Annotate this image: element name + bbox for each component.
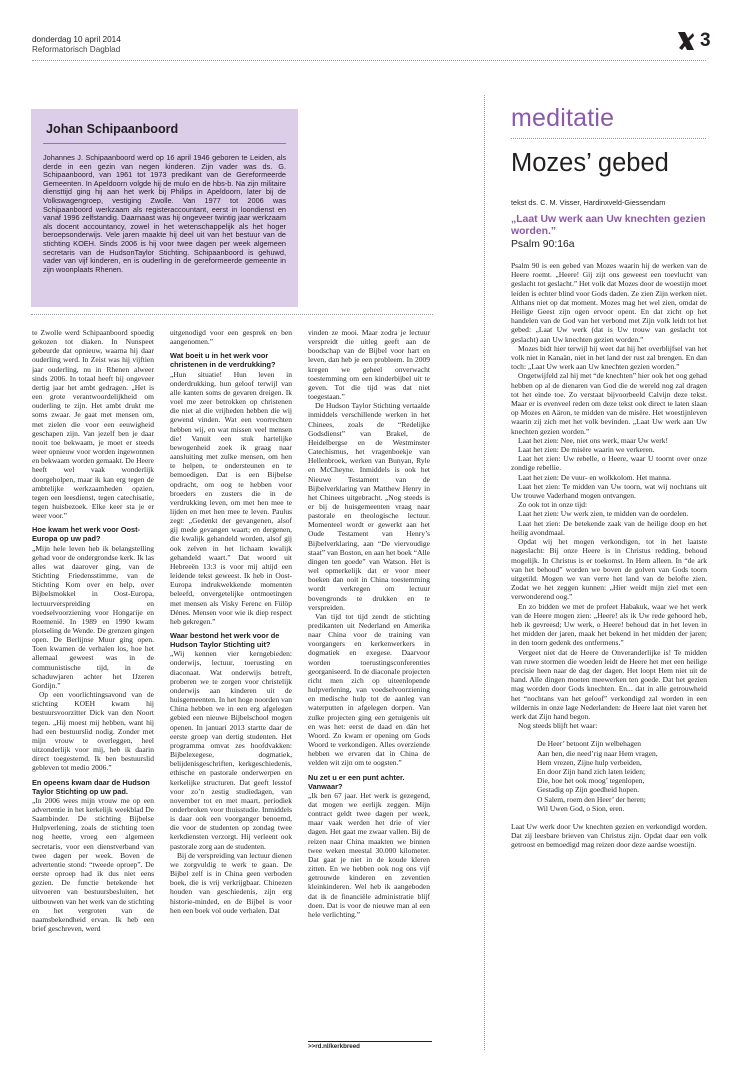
paragraph: Laat Uw werk door Uw knechten gezien en verkondigd worden. Dat zij leesbare brieven van Christus zijn. Opdat daar een volk getroost en bemoedigd mag reizen door deze aardse woestijn.	[511, 821, 707, 850]
meditation-author: tekst ds. C. M. Visser, Hardinxveld-Giessendam	[511, 198, 666, 207]
paragraph: Laat het zien: Uw werk zien, te midden van de oordelen.	[518, 509, 689, 519]
poem-line: Die, hoe het ook moog’ tegenlopen,	[537, 776, 645, 786]
paragraph: Laat het zien: De vuur- en wolkkolom. Het manna.	[518, 472, 672, 482]
article-column-2	[170, 328, 292, 1050]
paragraph: Van tijd tot tijd zendt de stichting predikanten uit Nederland en Amerika naar China voor de training van voorgangers en kerkenwerkers in dogmatiek en exegese. Daarvoor worden toerustingsconferenties georganiseerd. In de diaconale projecten richt men zich op uiteenlopende hulpverlening, van voedselvoorziening en medische hulp tot de aanleg van waterputten in afgelegen dorpen. Van zulke projecten ging een getuigenis uit en was het: eerst de daad en dán het Woord. Zo kwam er opening om Gods Woord te verkondigen. Alles overziende hebben we ervaren dat in China de velden wit zijn om te oogsten.”	[308, 611, 430, 768]
question-heading: Nu zet u er een punt achter. Vanwaar?	[308, 772, 405, 791]
paragraph: „Mijn hele leven heb ik belangstelling gehad voor de ondergrondse kerk. Ik las alles wat daarover ging, van de Stichting Friedensstimme, van de Stichting Kom over en help, over Bijbelsmokkel in Oost-Europa, lectuurverspreiding en voedselvoorziening voor Hongarije en Roemenië. In 1989 en 1990 kwam plotseling de Wende. De grenzen gingen open. De Berlijnse Muur ging open. Toen kwamen de verhalen los, hoe het allemaal geweest was in de communistische tijd, in de schaduwjaren achter het IJzeren Gordijn.”	[32, 543, 154, 690]
poem-line: Aan hen, die need’rig naar Hem vragen,	[537, 748, 658, 758]
article-divider	[31, 314, 433, 315]
paragraph: Laat het zien: De betekende zaak van de heilige doop en het heilig avondmaal.	[511, 518, 707, 537]
bible-reference: Psalm 90:16a	[511, 239, 575, 250]
question-heading: Wat boeit u in het werk voor christenen in de verdrukking?	[170, 351, 276, 370]
paragraph: Psalm 90 is een gebed van Mozes waarin hij de werken van de Heere roemt. „Heere! Gij zijt ons geweest een toevlucht van geslacht tot geslacht.” Het volk dat Mozes door de woestijn moet leiden is echter blind voor Gods daden. Ze zien Zijn werken niet. Althans niet op dat moment. Mozes mag het wel zien, omdat de Heilige Geest zijn ogen ervoor opent. En dat zicht op het handelen van de God van het verbond met Zijn volk leidt tot het gebed: „Laat Uw werk (dat is Uw trouw van geslacht tot geslacht) aan Uw knechten gezien worden.”	[511, 261, 707, 344]
paragraph: „Hun situatie! Hun leven in onderdrukking, hun geloof terwijl van alle kanten soms de gevaren dreigen. Ik voel me zeer betrokken op christenen die niet al die vrijheden hebben die wij gewend vinden. Wat een voorrechten hebben wij, en wat missen veel mensen die! Vanuit een stuk hartelijke bewogenheid zoek ik graag naar aansluiting met zulke mensen, om hen te helpen, te ondersteunen en te bemoedigen. Dat is een Bijbelse opdracht, om oog te hebben voor broeders en zusters die in de verdrukking leven, om met hen mee te lijden en met hen mee te leven. Paulus zegt: „Gedenkt der gevangenen, alsof gij mede gevangen waart; en dergenen, die kwalijk gehandeld worden, alsof gij ook zelven in het lichaam kwalijk gehandeld waart.” Dat woord uit Hebreeën 13:3 is voor mij altijd een leidende tekst geweest. Ik heb in Oost-Europa indrukwekkende momenten beleefd, onvergetelijke ontmoetingen met mensen als Visky Ferenc en Fülöp Dénes. Mensen voor wie ik diep respect heb gekregen.”	[170, 369, 292, 626]
poem-line: Hem vrezen, Zijne hulp verbeiden,	[537, 757, 642, 767]
poem-line: De Heer’ betoont Zijn welbehagen	[537, 739, 642, 749]
paragraph: Bij de verspreiding van lectuur dienen we zorgvuldig te werk te gaan. De Bijbel zelf is in China geen verboden boek, die is vrij verkrijgbaar. Chinezen houden van geschiedenis, zijn erg historie-minded, en de Bijbel is voor hen een boek vol oude verhalen. Dat	[170, 850, 292, 915]
spacer	[511, 813, 707, 822]
paragraph: Ongetwijfeld zal hij met “de knechten” hier ook het oog gehad hebben op al de dienaren van God die de wereld nog zal dragen tot het einde toe. Zo verstaat bijvoorbeeld Calvijn deze tekst. Maar er is evenveel reden om deze tekst ook direct te laten slaan op Mozes en Aäron, te midden van de misère. Het woestijnleven waarin zij zich met het volk bevinden. „Laat Uw werk aan Uw knechten gezien worden.”	[511, 371, 707, 436]
paragraph: Laat het zien: Nee, niet ons werk, maar Uw werk!	[518, 435, 669, 445]
paragraph: „Ik ben 67 jaar. Het werk is gezegend, dat mogen we eerlijk zeggen. Mijn contract geldt twee dagen per week, maar vaak werden het drie of vier dagen. Het gaat me zwaar vallen. Bij de reizen naar China maakten we binnen twee weken meestal 30.000 kilometer. Dat gaat je niet in de koude kleren zitten. En we hebben ook nog ons vijf getrouwde kinderen en zeventien kleinkinderen. Wel heb ik aangeboden dat ik de financiële administratie blijf doen. Dat is voor de nieuwe man al een hele verlichting.”	[308, 790, 430, 919]
paragraph: En zo bidden we met de profeet Habakuk, waar we het werk van de Heere mogen zien: „Heere! als ik Uw rede gehoord heb, heb ik gevreesd; Uw werk, o Heere! behoud dat in het leven in het midden der jaren, maak het bekend in het midden der jaren; in den toorn gedenk des ontfermens.”	[511, 601, 707, 648]
page-number: 3	[700, 30, 711, 51]
column-separator	[484, 95, 485, 1050]
meditation-quote: „Laat Uw werk aan Uw knechten gezien worden.”	[511, 214, 706, 238]
paragraph: vinden ze mooi. Maar zodra je lectuur verspreidt die uitleg geeft aan de boodschap van de Bijbel voor hart en leven, dan heb je een probleem. In 2009 kregen we geheel onverwacht toestemming om een kinderbijbel uit te geven. Tot die tijd was dat niet toegestaan.”	[308, 328, 430, 402]
section-divider	[511, 138, 706, 139]
paragraph: Mozes bidt hier terwijl hij weet dat hij het overblijfsel van het volk niet in Kanaän, niet in het land der rust zal brengen. En dan toch: „Laat Uw werk aan Uw knechten gezien worden.”	[511, 343, 707, 372]
edition-date: donderdag 10 april 2014	[32, 35, 121, 44]
paragraph: Nog steeds blijft het waar:	[518, 721, 598, 731]
article-column-3	[308, 328, 430, 1028]
meditation-body	[511, 261, 707, 1041]
paragraph: „Wij kennen vier kerngebieden: onderwijs, lectuur, toerusting en diaconaat. Wat onderwijs betreft, proberen we te zorgen voor christelijk onderwijs aan kinderen uit de huisgemeenten. In het hoge noorden van China hebben we in een erg afgelegen gebied een nieuwe Bijbelschool mogen openen. In januari 2013 startte daar de eerste groep van dertig studenten. Het programma omvat zes hoofdvakken: Bijbelexegese, dogmatiek, belijdenisgeschriften, kerkgeschiedenis, ethische en pastorale onderwerpen en kerkelijke structuren. Dat geeft lesstof voor zo’n zestig studiedagen, van november tot en met maart, periodiek onderbroken voor thuisstudie. Inmiddels is daar ook een voorganger benoemd, die voor de studenten op zondag twee kerkdiensten verzorgt. Hij verleent ook pastorale zorg aan de studenten.	[170, 649, 292, 851]
newspaper-name: Reformatorisch Dagblad	[32, 45, 121, 54]
header-divider	[32, 60, 706, 61]
bio-divider	[43, 143, 286, 144]
section-label: meditatie	[511, 104, 615, 132]
paragraph: Vergeet niet dat de Heere de Onveranderlijke is! Te midden van ruwe stormen die woeden leidt de Heere het met een heilige precisie heen naar de dag der dagen. Het loopt Hem niet uit de hand. Alle dingen moeten meewerken ten goede. Dat het gezien mag worden door Gods knechten. En... dat in alle getrouwheid het “nochtans van het geloof” verkondigd zal worden in een wildernis in onze lage Nederlanden: de Heere laat niet varen het werk dat Zijn hand begon.	[511, 647, 707, 721]
question-heading: Hoe kwam het werk voor Oost-Europa op uw pad?	[32, 525, 141, 544]
paragraph: Op een voorlichtingsavond van de stichting KOEH kwam hij bestuursvoorzitter Dick van den Noort tegen. „Hij moest mij hebben, want hij had een bestuurslid nodig. Zonder met mijn vrouw te overleggen, heel uitzonderlijk voor mij, heb ik daarin direct toegestemd. Ik ben bestuurslid gebleven tot medio 2006.”	[32, 690, 154, 773]
bio-text: Johannes J. Schipaanboord werd op 16 april 1946 geboren te Leiden, als derde in een gezin van negen kinderen. Zijn vader was ds. G. Schipaanboord, van 1961 tot 1973 predikant van de Gereformeerde Gemeenten. In Apeldoorn volgde hij de mulo en de hbs-b. Na zijn militaire diensttijd ging hij aan het werk bij Philips in Apeldoorn, later bij de Volkswagengroep, vestiging Zwolle. Van 1977 tot 2006 was Schipaanboord werkzaam als registeraccountant, eerst in loondienst en vanaf 1996 zelfstandig. Daarnaast was hij ongeveer twintig jaar werkzaam als docent accountancy, zowel in het wetenschappelijk als het hoger beroepsonderwijs. Vele jaren maakte hij deel uit van het bestuur van de stichting KOEH. Sinds 2006 is hij voor twee dagen per week algemeen secretaris van de HudsonTaylor Stichting. Schipaanboord is gehuwd, vader van vijf kinderen, en is ouderling in de gereformeerde gemeente in zijn woonplaats Rhenen.	[43, 153, 286, 274]
rd-logo-icon	[676, 30, 696, 52]
paragraph: Laat het zien: Te midden van Uw toorn, wat wij nochtans uit Uw trouwe Vaderhand mogen ontvangen.	[511, 481, 707, 501]
paragraph: Zo ook tot in onze tijd:	[518, 500, 588, 510]
paragraph: „In 2006 wees mijn vrouw me op een advertentie in het kerkelijk weekblad De Saambinder. De stichting Bijbelse Hulpverlening, zoals de stichting toen nog heette, vroeg een algemeen secretaris, voor een dienstverband van twee dagen per week. Boven de advertentie stond: “tweede oproep”. De eerste oproep had ik dus niet eens gezien. De functie betekende het uitvoeren van bestuursbesluiten, het uitbouwen van het werk van de stichting en het vergroten van de naamsbekendheid ervan. Ik heb een brief geschreven, werd	[32, 795, 154, 933]
source-link[interactable]: >>rd.nl/kerkbreed	[308, 1041, 432, 1050]
bio-box	[31, 109, 298, 307]
question-heading: Waar bestond het werk voor de Hudson Taylor Stichting uit?	[170, 631, 280, 650]
paragraph: Laat het zien: De misère waarin we verkeren.	[518, 445, 655, 455]
bio-title: Johan Schipaanboord	[46, 122, 179, 136]
paragraph: uitgenodigd voor een gesprek en ben aangenomen.”	[170, 328, 292, 347]
poem-line: En door Zijn hand zich laten leiden;	[537, 766, 646, 776]
article-column-1	[32, 328, 154, 1050]
paragraph: Laat het zien: Uw rebelle, o Heere, waar U toornt over onze zondige rebellie.	[511, 454, 707, 473]
spacer	[511, 730, 707, 739]
paragraph: Opdat wij het mogen verkondigen, tot in het laatste nageslacht: Bij onze Heere is in Christus redding, behoud mogelijk. In Christus is er toekomst. In Hem alleen. In “de ark van het behoud” worden we boven de golven van Gods toorn uitgetild. Mogen we van verre het land van de belofte zien. Zodat we het zeggen kunnen: „Hier weidt mijn ziel met een verwonderend oog.”	[511, 537, 707, 602]
poem-line: Wil Uwen God, o Sion, eren.	[537, 803, 625, 813]
poem-line: Gestadig op Zijn goedheid hopen.	[537, 785, 640, 795]
paragraph: te Zwolle werd Schipaanboord spoedig gekozen tot diaken. In Nunspeet gebeurde dat opnieuw, waarna hij daar ouderling werd. In Zeist was hij vijftien jaar ouderling, nu in Rhenen alweer sinds 2006. In totaal heeft hij ongeveer dertig jaar het ambt gedragen. „Het is een grote verantwoordelijkheid om ouderling te zijn. Het ambt drukt me soms zwaar. Je gaat met mensen om, met zielen die voor een eeuwigheid geschapen zijn. Van jezelf ben je daar nooit toe bekwaam, je moet er steeds weer opnieuw voor worden ingewonnen en bekwaam worden gemaakt. De Heere heeft wel vaak wonderlijk doorgeholpen, maar ik kan erg tegen de ambtelijke werkzaamheden opzien, tegen een leesdienst, tegen catechisatie, tegen huisbezoek. Elke keer sta je er weer voor.”	[32, 328, 154, 521]
paragraph: De Hudson Taylor Stichting vertaalde inmiddels verschillende werken in het Chinees, zoals de “Redelijke Godsdienst” van Brakel, de Heidelbergse en de Westminster Catechismus, het vragenboekje van Hellenbroek, werken van Bunyan, Ryle en McCheyne. Inmiddels is ook het Nieuwe Testament van de Bijbelverklaring van Matthew Henry in het Chinees uitgebracht. „Nog steeds is er bij de huisgemeenten vraag naar pastorale en theologische lectuur. Momenteel wordt er gewerkt aan het Oude Testament van Henry’s Bijbelverklaring, aan “De viervoudige staat” van Boston, en aan het boek “Alle dingen ten goede” van Watson. Het is wel opmerkelijk dat er voor meer boeken dan ooit in China toestemming wordt verkregen om lectuur bovengronds te drukken en te verspreiden.	[308, 401, 430, 612]
poem-line: O Salem, roem den Heer’ der heren;	[537, 794, 646, 804]
question-heading: En opeens kwam daar de Hudson Taylor Stichting op uw pad.	[32, 777, 150, 796]
meditation-title: Mozes’ gebed	[511, 149, 669, 177]
